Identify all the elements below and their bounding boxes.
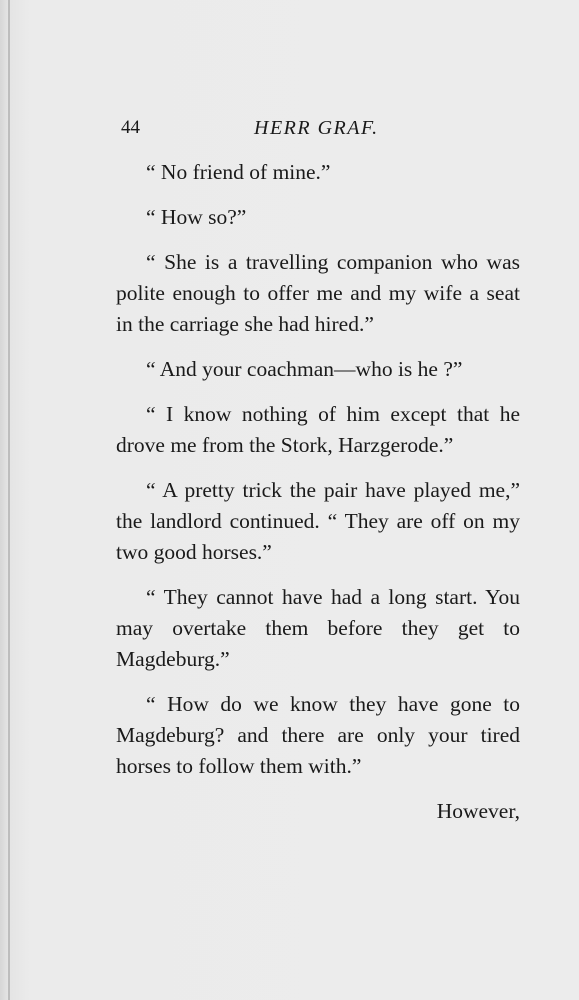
paragraph: “ How so?”: [146, 205, 247, 229]
paragraph: “ They cannot have had a long start. You may overtake them before they get to Magdeburg.”: [116, 585, 520, 671]
paragraph: “ I know nothing of him except that he drove me from the Stork, Harzgerode.”: [116, 402, 520, 457]
page-number: 44: [121, 117, 140, 138]
paragraph: “ And your coachman—who is he ?”: [146, 357, 463, 381]
body-text: [116, 157, 520, 841]
catchword: However,: [436, 799, 520, 823]
paragraph: “ How do we know they have gone to Magdeburg? and there are only your tired horses to follow them with.”: [116, 692, 520, 778]
running-title: HERR GRAF.: [254, 117, 379, 139]
page-header: [121, 117, 521, 143]
paragraph: “ A pretty trick the pair have played me,” the landlord continued. “ They are off on my two good horses.”: [116, 478, 520, 564]
page-gutter: [8, 0, 10, 1000]
paragraph: “ She is a travelling companion who was polite enough to offer me and my wife a seat in the carriage she had hired.”: [116, 250, 520, 336]
paragraph: “ No friend of mine.”: [146, 160, 331, 184]
